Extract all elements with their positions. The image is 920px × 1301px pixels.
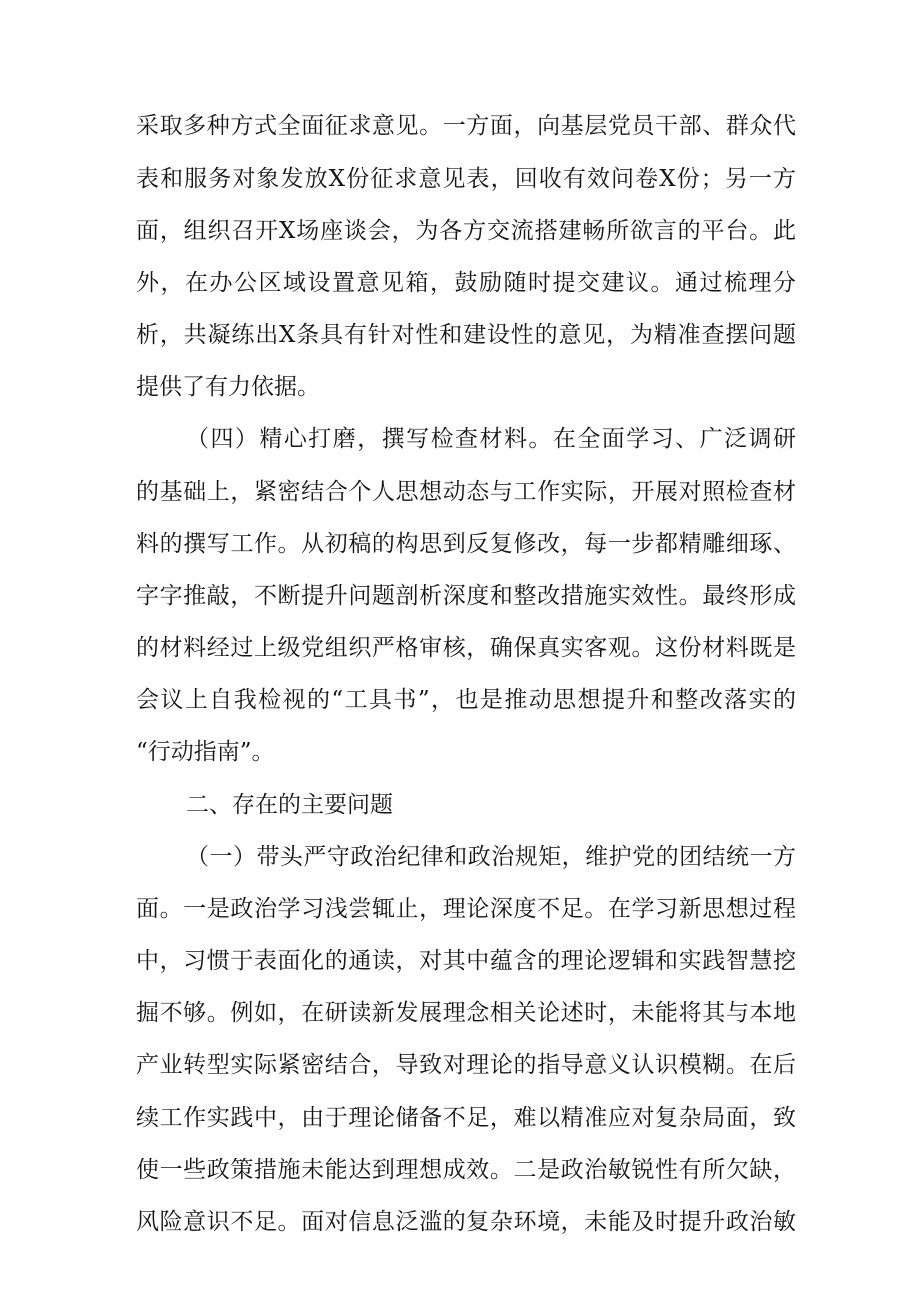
paragraph-line: 续工作实践中，由于理论储备不足，难以精准应对复杂局面，致 — [136, 1105, 796, 1131]
paragraph-line: 外，在办公区域设置意见箱，鼓励随时提交建议。通过梳理分 — [136, 270, 796, 296]
paragraph-line: 字字推敲，不断提升问题剖析深度和整改措施实效性。最终形成 — [136, 583, 796, 609]
paragraph-line: 会议上自我检视的“工具书”，也是推动思想提升和整改落实的 — [136, 687, 796, 713]
paragraph-line: 表和服务对象发放X份征求意见表，回收有效问卷X份；另一方 — [136, 166, 796, 192]
paragraph-line: “行动指南”。 — [136, 739, 275, 765]
paragraph-line: 产业转型实际紧密结合，导致对理论的指导意义认识模糊。在后 — [136, 1052, 796, 1078]
section-title: 二、存在的主要问题 — [186, 792, 393, 818]
paragraph-line: 的基础上，紧密结合个人思想动态与工作实际，开展对照检查材 — [136, 479, 796, 505]
paragraph-line: 掘不够。例如，在研读新发展理念相关论述时，未能将其与本地 — [136, 1000, 796, 1026]
section-heading-4: （四）精心打磨，撰写检查材料。在全面学习、广泛调研 — [186, 426, 796, 452]
paragraph-line: 风险意识不足。面对信息泛滥的复杂环境，未能及时提升政治敏 — [136, 1209, 796, 1235]
paragraph-line: 面。一是政治学习浅尝辄止，理论深度不足。在学习新思想过程 — [136, 896, 796, 922]
paragraph-line: 提供了有力依据。 — [136, 374, 320, 400]
paragraph-line: 的材料经过上级党组织严格审核，确保真实客观。这份材料既是 — [136, 635, 796, 661]
paragraph-line: 料的撰写工作。从初稿的构思到反复修改，每一步都精雕细琢、 — [136, 531, 796, 557]
paragraph-line: 中，习惯于表面化的通读，对其中蕴含的理论逻辑和实践智慧挖 — [136, 948, 796, 974]
subsection-heading-1: （一）带头严守政治纪律和政治规矩，维护党的团结统一方 — [186, 844, 796, 870]
paragraph-line: 使一些政策措施未能达到理想成效。二是政治敏锐性有所欠缺， — [136, 1157, 796, 1183]
paragraph-line: 面，组织召开X场座谈会，为各方交流搭建畅所欲言的平台。此 — [136, 218, 796, 244]
paragraph-line: 采取多种方式全面征求意见。一方面，向基层党员干部、群众代 — [136, 113, 796, 139]
paragraph-line: 析，共凝练出X条具有针对性和建设性的意见，为精准查摆问题 — [136, 322, 796, 348]
